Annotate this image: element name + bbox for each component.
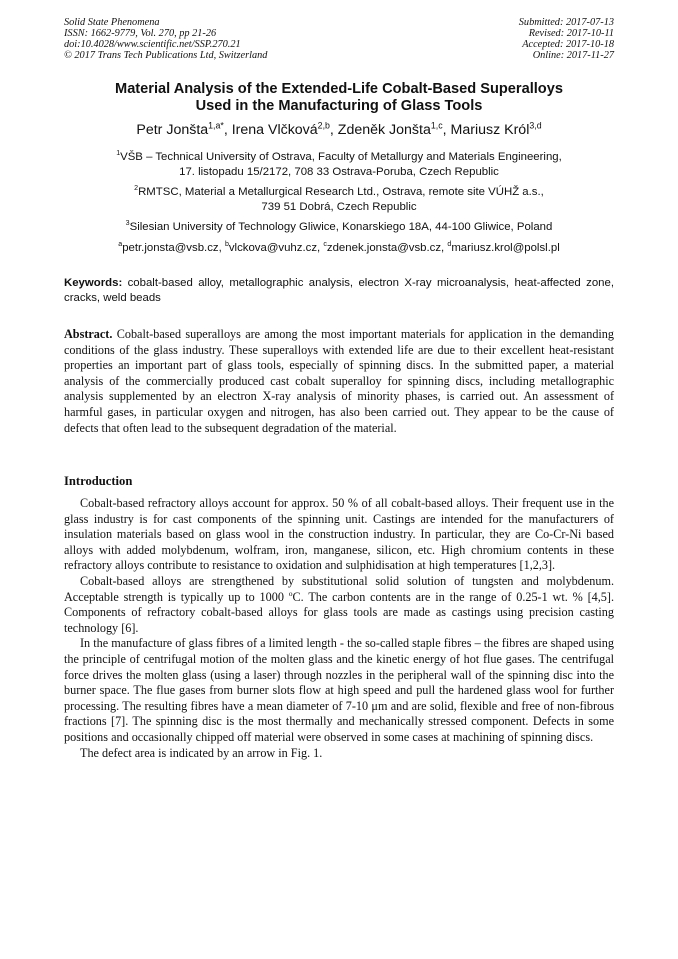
keywords-text: cobalt-based alloy, metallographic analysis, electron X-ray microanalysis, heat-affected zone, cracks, weld beads: [64, 277, 614, 304]
email-mark: c: [323, 241, 327, 249]
email-mark: a: [118, 241, 123, 249]
author-affiliation-mark: 3,d: [529, 120, 542, 131]
title-line-2: Used in the Manufacturing of Glass Tools: [195, 98, 483, 114]
email-address[interactable]: zdenek.jonsta@vsb.cz: [326, 242, 442, 254]
paragraph: Cobalt-based refractory alloys account for approx. 50 % of all cobalt-based alloys. Their frequent use in the glass industry is for cast components of the spinning unit. Castings are intended for the manufacturers of insulation materials based on glass wool in the construction industry. In particular, they are Co-Cr-Ni based alloys with added molybdenum, wolfram, iron, manganese, silicon, etc. High chromium contents in these refractory alloys contribute to resistance to oxidation and sulphidisation at high temperatures [1,2,3].: [64, 496, 614, 573]
keywords-section: [64, 276, 614, 306]
affiliation-line: 17. listopadu 15/2172, 708 33 Ostrava-Poruba, Czech Republic: [179, 165, 499, 178]
paragraph-text: Cobalt-based alloys are strengthened by substitutional solid solution of tungsten and molybdenum. Acceptable strength is typically up to 1000: [64, 573, 614, 604]
paper-title: [40, 81, 638, 115]
affiliation-line: RMTSC, Material a Metallurgical Research Ltd., Ostrava, remote site VÚHŽ a.s.,: [138, 186, 544, 198]
author-name: Mariusz Król: [450, 122, 530, 138]
email-address[interactable]: mariusz.krol@polsl.pl: [451, 242, 560, 254]
email-address[interactable]: vlckova@vuhz.cz: [228, 242, 318, 254]
author-name: Irena Vlčková: [231, 122, 318, 138]
degree-mark: o: [288, 588, 293, 598]
copyright-line: © 2017 Trans Tech Publications Ltd, Switzerland: [64, 50, 268, 61]
author-list: Petr Jonšta$^{1,a*}$, Irena Vlčková$^{2,b}$, Zdeněk Jonšta$^{1,c}$, Mariusz Król$^{3,d}$: [136, 120, 542, 138]
email-mark: b: [224, 241, 229, 249]
introduction-body: [64, 496, 614, 761]
paragraph-text: C. The carbon contents are in the range of 0.25-1 wt. % [4,5]. Components of refractory cobalt-based alloys for glass tools are made as castings using precision casting technology [6].: [64, 589, 615, 635]
paragraph: The defect area is indicated by an arrow in Fig. 1.: [80, 745, 323, 760]
submitted-date: Submitted: 2017-07-13: [518, 17, 614, 28]
paragraph: [64, 574, 614, 636]
journal-name: Solid State Phenomena: [64, 17, 160, 28]
email-address[interactable]: petr.jonsta@vsb.cz: [122, 242, 219, 254]
accepted-date: Accepted: 2017-10-18: [522, 39, 614, 50]
author-name: Petr Jonšta: [136, 122, 209, 138]
title-line-1: Material Analysis of the Extended-Life Cobalt-Based Superalloys: [115, 81, 563, 97]
doi-line: doi:10.4028/www.scientific.net/SSP.270.21: [64, 39, 241, 50]
abstract-section: [64, 327, 614, 436]
affiliation-line: 739 51 Dobrá, Czech Republic: [261, 200, 417, 213]
affiliation-line: Silesian University of Technology Gliwice, Konarskiego 18A, 44-100 Gliwice, Poland: [129, 221, 553, 233]
revised-date: Revised: 2017-10-11: [528, 28, 614, 39]
issn-line: ISSN: 1662-9779, Vol. 270, pp 21-26: [64, 28, 217, 39]
publication-dates: [519, 17, 614, 61]
author-affiliation-mark: 2,b: [317, 120, 330, 131]
keywords-label: Keywords:: [64, 277, 123, 289]
introduction-heading: Introduction: [64, 474, 133, 488]
affiliation-3: [40, 220, 638, 235]
author-name: Zdeněk Jonšta: [337, 122, 431, 138]
abstract-text: Cobalt-based superalloys are among the most important materials for application in the demanding conditions of the glass industry. These superalloys with extended life are due to their excellent heat-resistant properties an important part of glass tools, especially of spinning discs. In the submitted paper, a material analysis of the commercially produced cast cobalt superalloy for spinning discs, including metallographic analysis supplemented by an electron X-ray analysis of minority phases, is carried out. An assessment of harmful gases, in particular oxygen and nitrogen, has also been carried out. They appear to be the cause of defects that often lead to the subsequent degradation of the material.: [64, 327, 614, 435]
paragraph: In the manufacture of glass fibres of a limited length - the so-called staple fibres – the fibres are shaped using the principle of centrifugal motion of the molten glass and the kinetic energy of hot flue gases. The centrifugal force drives the molten glass (using a laser) through nozzles in the peripheral wall of the spinning disc into the burner space. The flue gases from burner slots flow at high speed and pull the hardened glass wool for further processing. The resulting fibres have a mean diameter of 7-10 μm and are solid, flexible and free of non-fibrous fractions [7]. The spinning disc is the most thermally and mechanically stressed component. Defects in some positions and occasionally chipped off material were observed in some cases at machining of spinning discs.: [64, 636, 614, 744]
affiliation-line: VŠB – Technical University of Ostrava, Faculty of Metallurgy and Materials Engineering,: [120, 151, 562, 163]
email-mark: d: [447, 241, 452, 249]
affiliation-2: [40, 185, 638, 214]
affiliation-1: [40, 150, 638, 179]
affiliation-mark: 1: [116, 150, 121, 158]
author-affiliation-mark: 1,a*: [208, 120, 224, 131]
author-emails: $^a$petr.jonsta@vsb.cz, $^b$vlckova@vuhz.cz, $^c$zdenek.jonsta@vsb.cz, $^d$mariusz.krol@polsl.pl: [118, 241, 560, 254]
affiliation-mark: 3: [125, 220, 130, 228]
author-affiliation-mark: 1,c: [430, 120, 443, 131]
online-date: Online: 2017-11-27: [532, 50, 614, 61]
journal-info: [64, 17, 267, 61]
affiliation-mark: 2: [134, 185, 139, 193]
abstract-label: Abstract.: [64, 327, 113, 341]
